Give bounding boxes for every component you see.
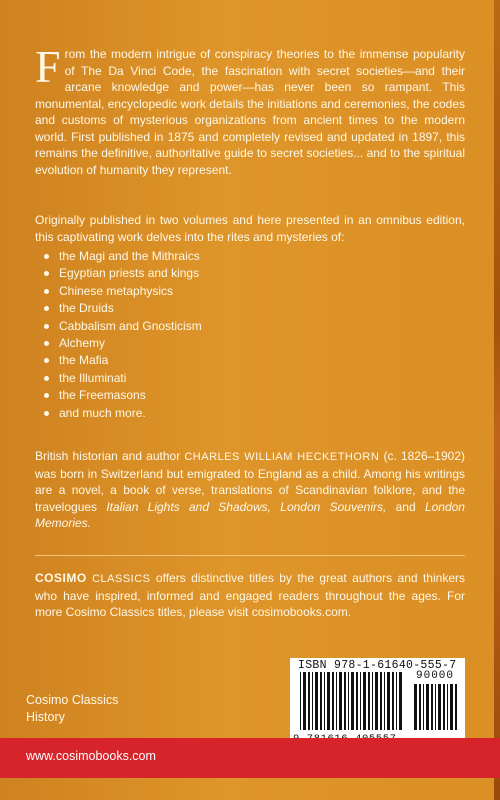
barcode-addon-icon <box>414 684 458 730</box>
barcode-bar <box>336 672 337 730</box>
series-name: Cosimo Classics <box>26 693 119 707</box>
topic-item: the Magi and the Mithraics <box>35 248 202 265</box>
intro-paragraph <box>35 41 465 178</box>
barcode-bar <box>438 684 441 730</box>
author-bio <box>35 448 465 532</box>
barcode-bar <box>327 672 330 730</box>
barcode-bar <box>356 672 358 730</box>
topic-item: Alchemy <box>35 335 202 352</box>
barcode-bar <box>368 672 370 730</box>
topics-list <box>35 248 202 422</box>
bio-and: and <box>395 499 416 514</box>
barcode-bar <box>348 672 349 730</box>
barcode-bar <box>426 684 429 730</box>
barcode-bar <box>455 684 457 730</box>
barcode-bar <box>419 684 421 730</box>
barcode-bar <box>443 684 445 730</box>
barcode-bar <box>431 684 433 730</box>
barcode-bar <box>363 672 366 730</box>
topic-item: and much more. <box>35 405 202 422</box>
barcode-bar <box>320 672 322 730</box>
barcode-bar <box>312 672 313 730</box>
barcode-bar <box>360 672 361 730</box>
cosimo-text: offers distinctive titles by the great authors and thinkers who have inspired, informed and engaged readers throughout the ages. For more Cosimo Classics titles, please visit cosimobooks.com. <box>35 571 465 619</box>
barcode-bar <box>387 672 390 730</box>
topic-item: the Illuminati <box>35 370 202 387</box>
intro-text: rom the modern intrigue of conspiracy theories to the immense popularity of The Da Vinci Code, the fascination with secret societies—and their arcane knowledge and power—has never been so rampant. This monumental, encyclopedic work details the initiations and ceremonies, the codes and customs of mysterious organizations from ancient times to the modern world. First published in 1875 and completely revised and updated in 1897, this remains the definitive, authoritative guide to secret societies... and to the spiritual evolution of humanity they represent. <box>35 47 465 177</box>
barcode-bar <box>384 672 385 730</box>
barcode-bar <box>380 672 382 730</box>
barcode-bar <box>308 672 310 730</box>
barcode-bar <box>303 672 306 730</box>
cosimo-classics: CLASSICS <box>92 573 151 585</box>
isbn-label: ISBN 978-1-61640-555-7 <box>298 659 457 672</box>
cosimo-paragraph <box>35 570 465 621</box>
book-title-3: London Memories. <box>35 499 465 530</box>
barcode-bar <box>392 672 394 730</box>
book-title-1: Italian Lights and Shadows, <box>106 499 271 514</box>
barcode-bar <box>324 672 325 730</box>
website-link[interactable]: www.cosimobooks.com <box>26 749 156 763</box>
barcode-bar <box>332 672 334 730</box>
book-title-2: London Souvenirs, <box>280 499 387 514</box>
spine-edge <box>494 0 500 800</box>
topic-item: Egyptian priests and kings <box>35 265 202 282</box>
series-label <box>26 692 118 726</box>
author-name: CHARLES WILLIAM HECKETHORN <box>184 451 380 463</box>
barcode-bar <box>396 672 397 730</box>
topic-item: the Freemasons <box>35 387 202 404</box>
topic-item: the Druids <box>35 300 202 317</box>
barcode-bar <box>450 684 453 730</box>
barcode-bar <box>447 684 448 730</box>
barcode-main-icon <box>300 672 404 730</box>
barcode-bar <box>315 672 318 730</box>
barcode-bar <box>375 672 378 730</box>
bio-lead: British historian and author <box>35 449 181 463</box>
cosimo-brand: COSIMO <box>35 571 87 585</box>
barcode-bar <box>435 684 436 730</box>
section-divider <box>35 555 465 556</box>
barcode-bar <box>423 684 424 730</box>
drop-cap: F <box>35 41 61 92</box>
series-category: History <box>26 710 65 724</box>
barcode-bar <box>300 672 301 730</box>
topic-item: the Mafia <box>35 352 202 369</box>
barcode-bar <box>351 672 354 730</box>
barcode-bar <box>344 672 346 730</box>
barcode-bar <box>372 672 373 730</box>
barcode-bar <box>414 684 417 730</box>
topic-item: Cabbalism and Gnosticism <box>35 318 202 335</box>
barcode-bar <box>339 672 342 730</box>
topic-item: Chinese metaphysics <box>35 283 202 300</box>
bio-middle: (c. 1826–1902) was born in Switzerland but emigrated to England as a child. Among his writings are a novel, a book of verse, translations of Scandinavian folklore, and the travelogues <box>35 449 465 514</box>
price-addon-number: 90000 <box>416 670 455 682</box>
barcode-bar <box>399 672 402 730</box>
omnibus-paragraph: Originally published in two volumes and here presented in an omnibus edition, this captivating work delves into the rites and mysteries of: <box>35 213 465 244</box>
